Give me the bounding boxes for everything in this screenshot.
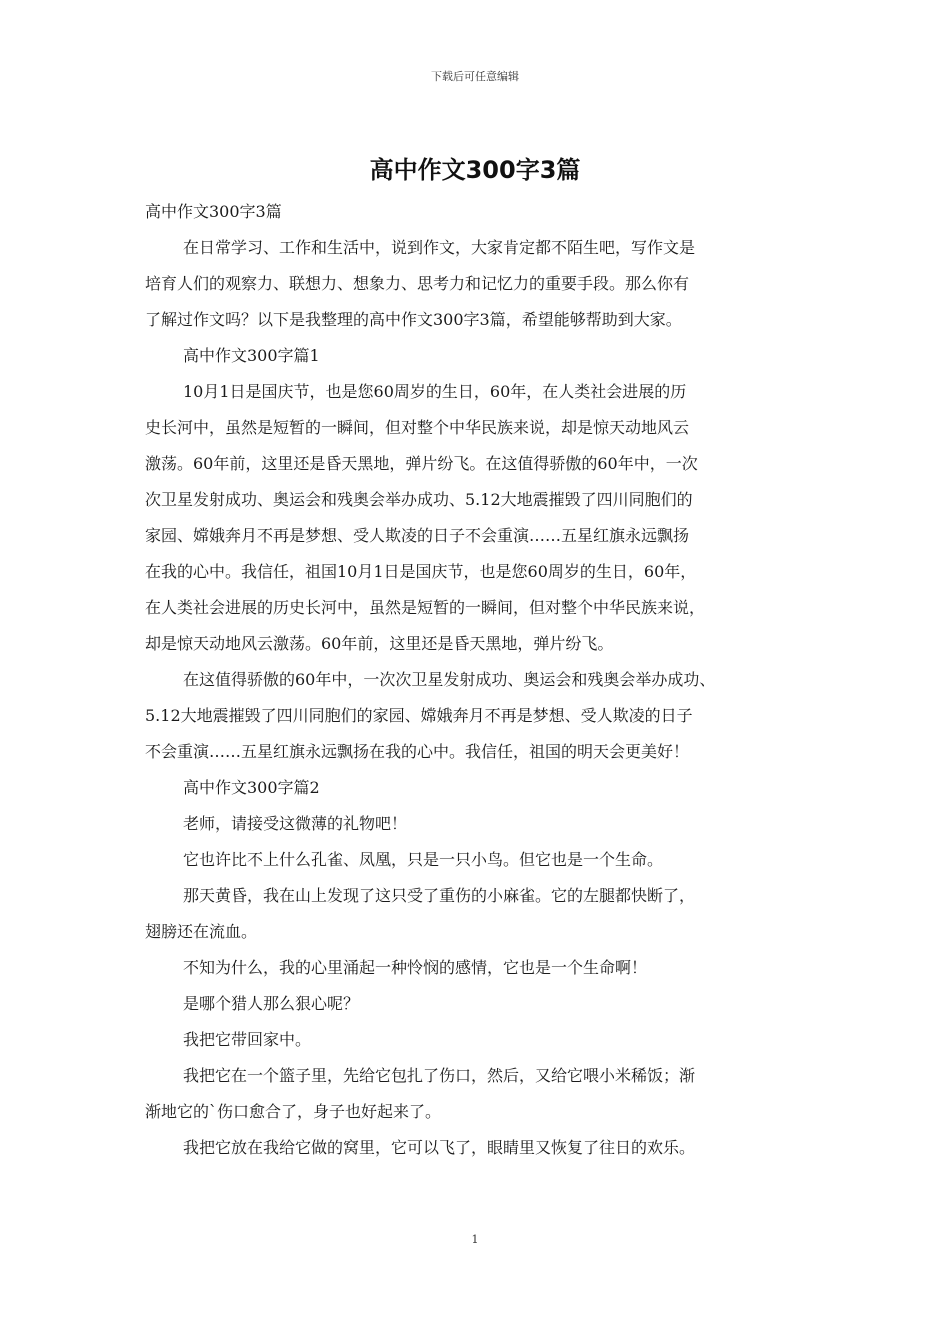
- document-body: [145, 194, 813, 1166]
- text-line: 了解过作文吗？以下是我整理的高中作文300字3篇，希望能够帮助到大家。: [145, 310, 682, 329]
- text-line: 我把它放在我给它做的窝里，它可以飞了，眼睛里又恢复了往日的欢乐。: [183, 1138, 696, 1157]
- document-title: 高中作文300字3篇: [369, 156, 581, 184]
- text-line: 不会重演……五星红旗永远飘扬在我的心中。我信任，祖国的明天会更美好！: [145, 742, 690, 761]
- text-line: 高中作文300字篇2: [183, 778, 320, 797]
- text-line: 培育人们的观察力、联想力、想象力、思考力和记忆力的重要手段。那么你有: [145, 274, 690, 293]
- text-line: 在人类社会进展的历史长河中，虽然是短暂的一瞬间，但对整个中华民族来说，: [145, 598, 706, 617]
- text-line: 翅膀还在流血。: [145, 922, 258, 941]
- text-line: 次卫星发射成功、奥运会和残奥会举办成功、5.12大地震摧毁了四川同胞们的: [145, 490, 693, 509]
- text-line: 在我的心中。我信任，祖国10月1日是国庆节，也是您60周岁的生日，60年，: [145, 562, 697, 581]
- text-line: 在日常学习、工作和生活中，说到作文，大家肯定都不陌生吧，写作文是: [183, 238, 696, 257]
- text-line: 在这值得骄傲的60年中，一次次卫星发射成功、奥运会和残奥会举办成功、: [183, 670, 716, 689]
- text-line: 5.12大地震摧毁了四川同胞们的家园、嫦娥奔月不再是梦想、受人欺凌的日子: [145, 706, 693, 725]
- text-line: 渐地它的`伤口愈合了，身子也好起来了。: [145, 1102, 442, 1121]
- text-line: 激荡。60年前，这里还是昏天黑地，弹片纷飞。在这值得骄傲的60年中，一次: [145, 454, 698, 473]
- text-line: 高中作文300字3篇: [145, 202, 282, 221]
- text-line: 10月1日是国庆节，也是您60周岁的生日，60年，在人类社会进展的历: [183, 382, 687, 401]
- text-line: 它也许比不上什么孔雀、凤凰，只是一只小鸟。但它也是一个生命。: [183, 850, 664, 869]
- text-line: 家园、嫦娥奔月不再是梦想、受人欺凌的日子不会重演……五星红旗永远飘扬: [145, 526, 690, 545]
- text-line: 高中作文300字篇1: [183, 346, 320, 365]
- text-line: 不知为什么，我的心里涌起一种怜悯的感情，它也是一个生命啊！: [183, 958, 648, 977]
- header-note: 下载后可任意编辑: [431, 70, 519, 83]
- text-line: 我把它在一个篮子里，先给它包扎了伤口，然后，又给它喂小米稀饭；渐: [183, 1066, 696, 1085]
- text-line: 史长河中，虽然是短暂的一瞬间，但对整个中华民族来说，却是惊天动地风云: [145, 418, 690, 437]
- text-line: 是哪个猎人那么狠心呢？: [183, 994, 360, 1013]
- text-line: 老师，请接受这微薄的礼物吧！: [183, 814, 408, 833]
- page-number: 1: [471, 1233, 479, 1246]
- text-block: [145, 194, 813, 1166]
- text-line: 却是惊天动地风云激荡。60年前，这里还是昏天黑地，弹片纷飞。: [145, 634, 614, 653]
- text-line: 我把它带回家中。: [183, 1030, 312, 1049]
- text-line: 那天黄昏，我在山上发现了这只受了重伤的小麻雀。它的左腿都快断了，: [183, 886, 696, 905]
